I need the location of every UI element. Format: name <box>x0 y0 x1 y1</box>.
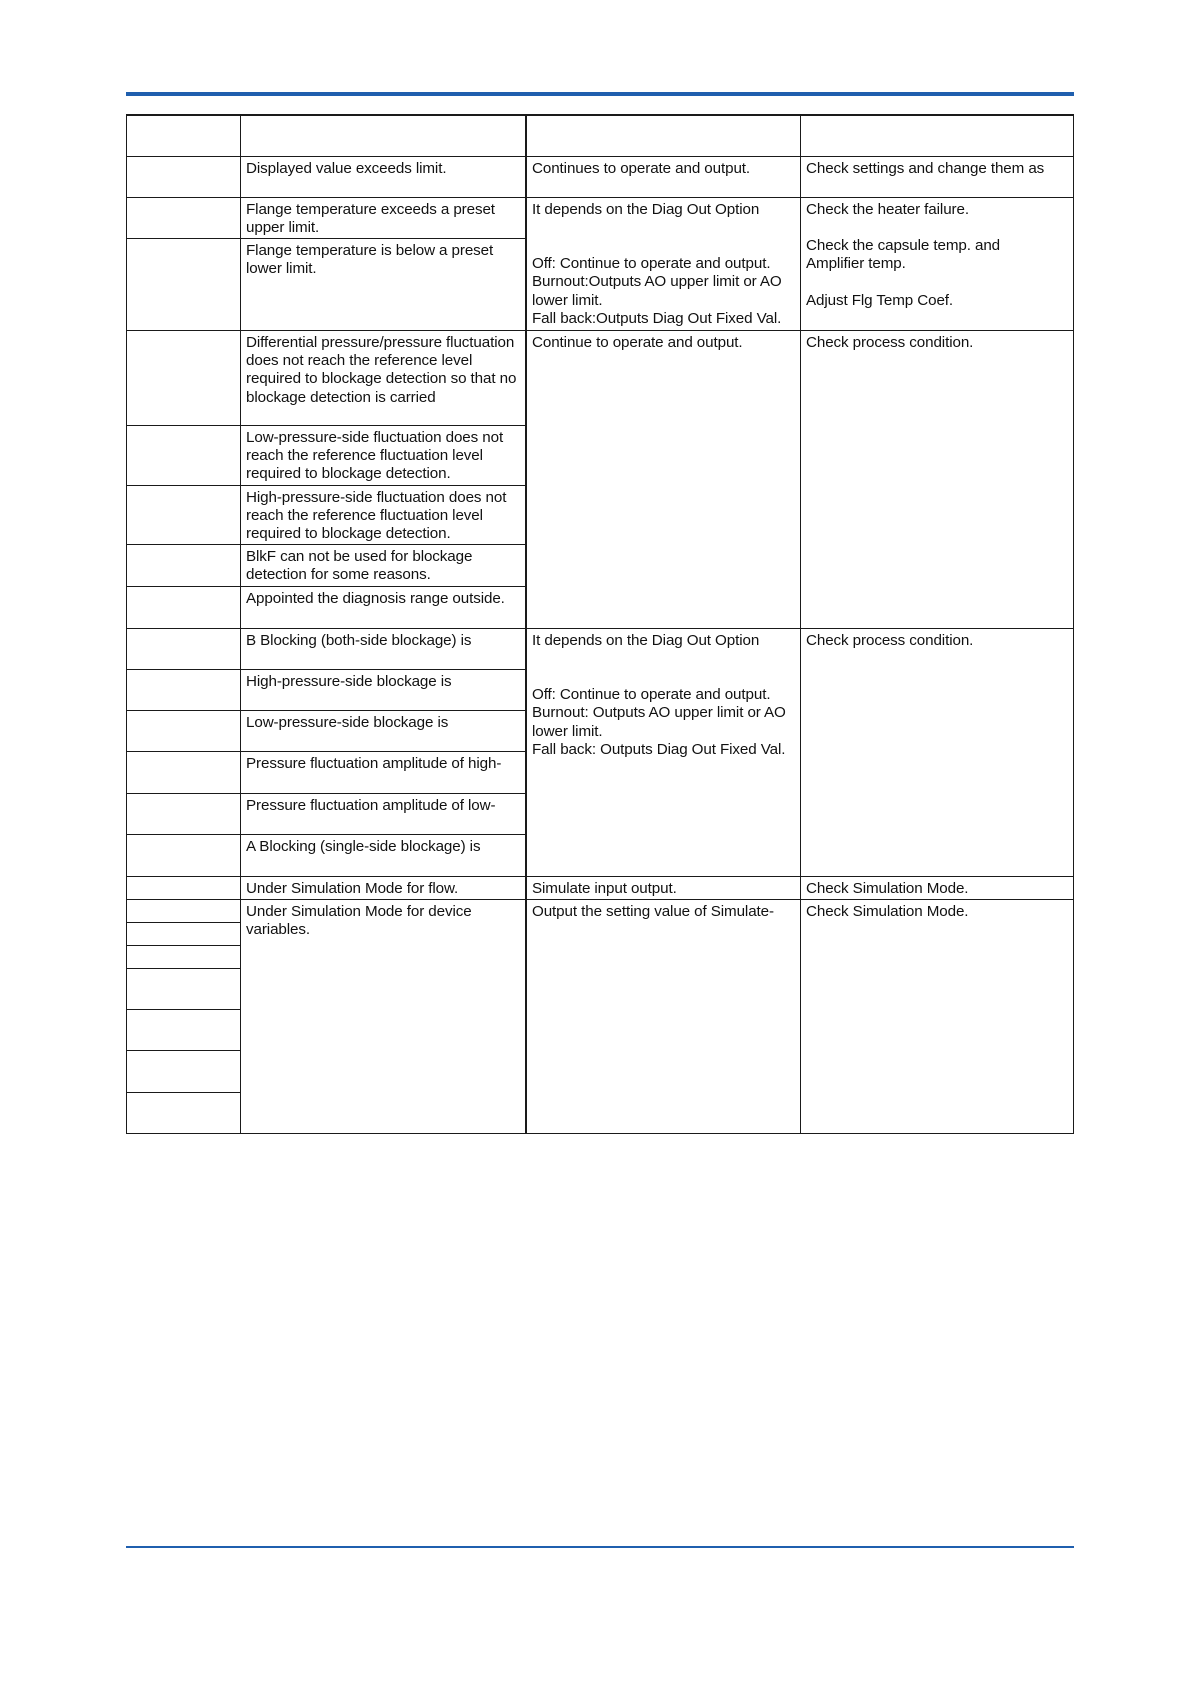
row-divider <box>126 1050 241 1051</box>
table-border-top <box>126 114 1074 116</box>
description-cell: Displayed value exceeds limit. <box>246 160 447 177</box>
row-divider <box>126 793 526 794</box>
description-cell: Flange temperature exceeds a preset upper limit. <box>246 201 495 237</box>
row-divider <box>126 485 526 486</box>
column-divider <box>525 114 527 1134</box>
row-divider <box>126 1009 241 1010</box>
table-border-left <box>126 114 127 1134</box>
description-cell: High-pressure-side fluctuation does not reach the reference fluctuation level required to blockage detection. <box>246 489 507 543</box>
row-divider <box>126 876 1074 877</box>
header-rule <box>126 92 1074 96</box>
countermeasure-cell: Check process condition. <box>806 334 974 351</box>
row-divider <box>126 945 241 946</box>
countermeasure-cell: Check settings and change them as <box>806 160 1045 177</box>
description-cell: Low-pressure-side fluctuation does not reach the reference fluctuation level required to blockage detection. <box>246 429 504 483</box>
action-cell <box>532 201 798 328</box>
action-line: Fall back:Outputs Diag Out Fixed Val. <box>532 309 782 327</box>
row-divider <box>126 238 526 239</box>
description-cell: Under Simulation Mode for device variables. <box>246 903 472 939</box>
description-cell: Pressure fluctuation amplitude of low- <box>246 797 496 814</box>
action-cell: Continue to operate and output. <box>532 334 743 351</box>
row-divider <box>126 628 1074 629</box>
table-border-right <box>1073 114 1074 1134</box>
description-cell: BlkF can not be used for blockage detection for some reasons. <box>246 548 473 584</box>
row-divider <box>126 968 241 969</box>
action-cell: Simulate input output. <box>532 880 677 897</box>
description-cell: Flange temperature is below a preset lower limit. <box>246 242 494 278</box>
countermeasure-line: Check the heater failure. <box>806 201 969 218</box>
action-line: It depends on the Diag Out Option <box>532 632 760 649</box>
action-line: Off: Continue to operate and output. <box>532 686 771 704</box>
row-divider <box>126 197 1074 198</box>
description-cell: Appointed the diagnosis range outside. <box>246 590 505 607</box>
row-divider <box>126 586 526 587</box>
countermeasure-cell: Check Simulation Mode. <box>806 903 969 920</box>
action-line: Fall back: Outputs Diag Out Fixed Val. <box>532 740 786 758</box>
row-divider <box>126 922 241 923</box>
action-cell <box>532 632 798 759</box>
row-divider <box>126 710 526 711</box>
row-divider <box>126 669 526 670</box>
action-cell: Continues to operate and output. <box>532 160 751 177</box>
row-divider <box>126 544 526 545</box>
countermeasure-cell <box>806 201 1056 310</box>
footer-rule <box>126 1546 1074 1548</box>
description-cell: Pressure fluctuation amplitude of high- <box>246 755 502 772</box>
row-divider <box>126 834 526 835</box>
diagnostic-table <box>126 114 1074 1134</box>
countermeasure-cell: Check process condition. <box>806 632 974 649</box>
column-divider <box>800 114 801 1134</box>
countermeasure-cell: Check Simulation Mode. <box>806 880 969 897</box>
description-cell: B Blocking (both-side blockage) is <box>246 632 472 649</box>
table-border-bottom <box>126 1133 1074 1134</box>
row-divider <box>126 1092 241 1093</box>
action-line: Off: Continue to operate and output. <box>532 255 771 273</box>
description-cell: A Blocking (single-side blockage) is <box>246 838 481 855</box>
action-cell: Output the setting value of Simulate- <box>532 903 774 920</box>
row-divider <box>126 156 1074 157</box>
action-line: Burnout:Outputs AO upper limit or AO lower limit. <box>532 273 782 309</box>
description-cell: High-pressure-side blockage is <box>246 673 452 690</box>
action-line: Burnout: Outputs AO upper limit or AO lower limit. <box>532 704 786 740</box>
description-cell: Under Simulation Mode for flow. <box>246 880 459 897</box>
row-divider <box>126 425 526 426</box>
action-line: It depends on the Diag Out Option <box>532 201 760 218</box>
column-divider <box>240 114 241 1134</box>
row-divider <box>126 899 1074 900</box>
description-cell: Low-pressure-side blockage is <box>246 714 449 731</box>
countermeasure-line: Check the capsule temp. and Amplifier temp. <box>806 237 1001 273</box>
description-cell: Differential pressure/pressure fluctuation does not reach the reference level required to blockage detection so that no blockage detection is carried <box>246 334 517 406</box>
countermeasure-line: Adjust Flg Temp Coef. <box>806 291 954 309</box>
row-divider <box>126 751 526 752</box>
row-divider <box>126 330 1074 331</box>
